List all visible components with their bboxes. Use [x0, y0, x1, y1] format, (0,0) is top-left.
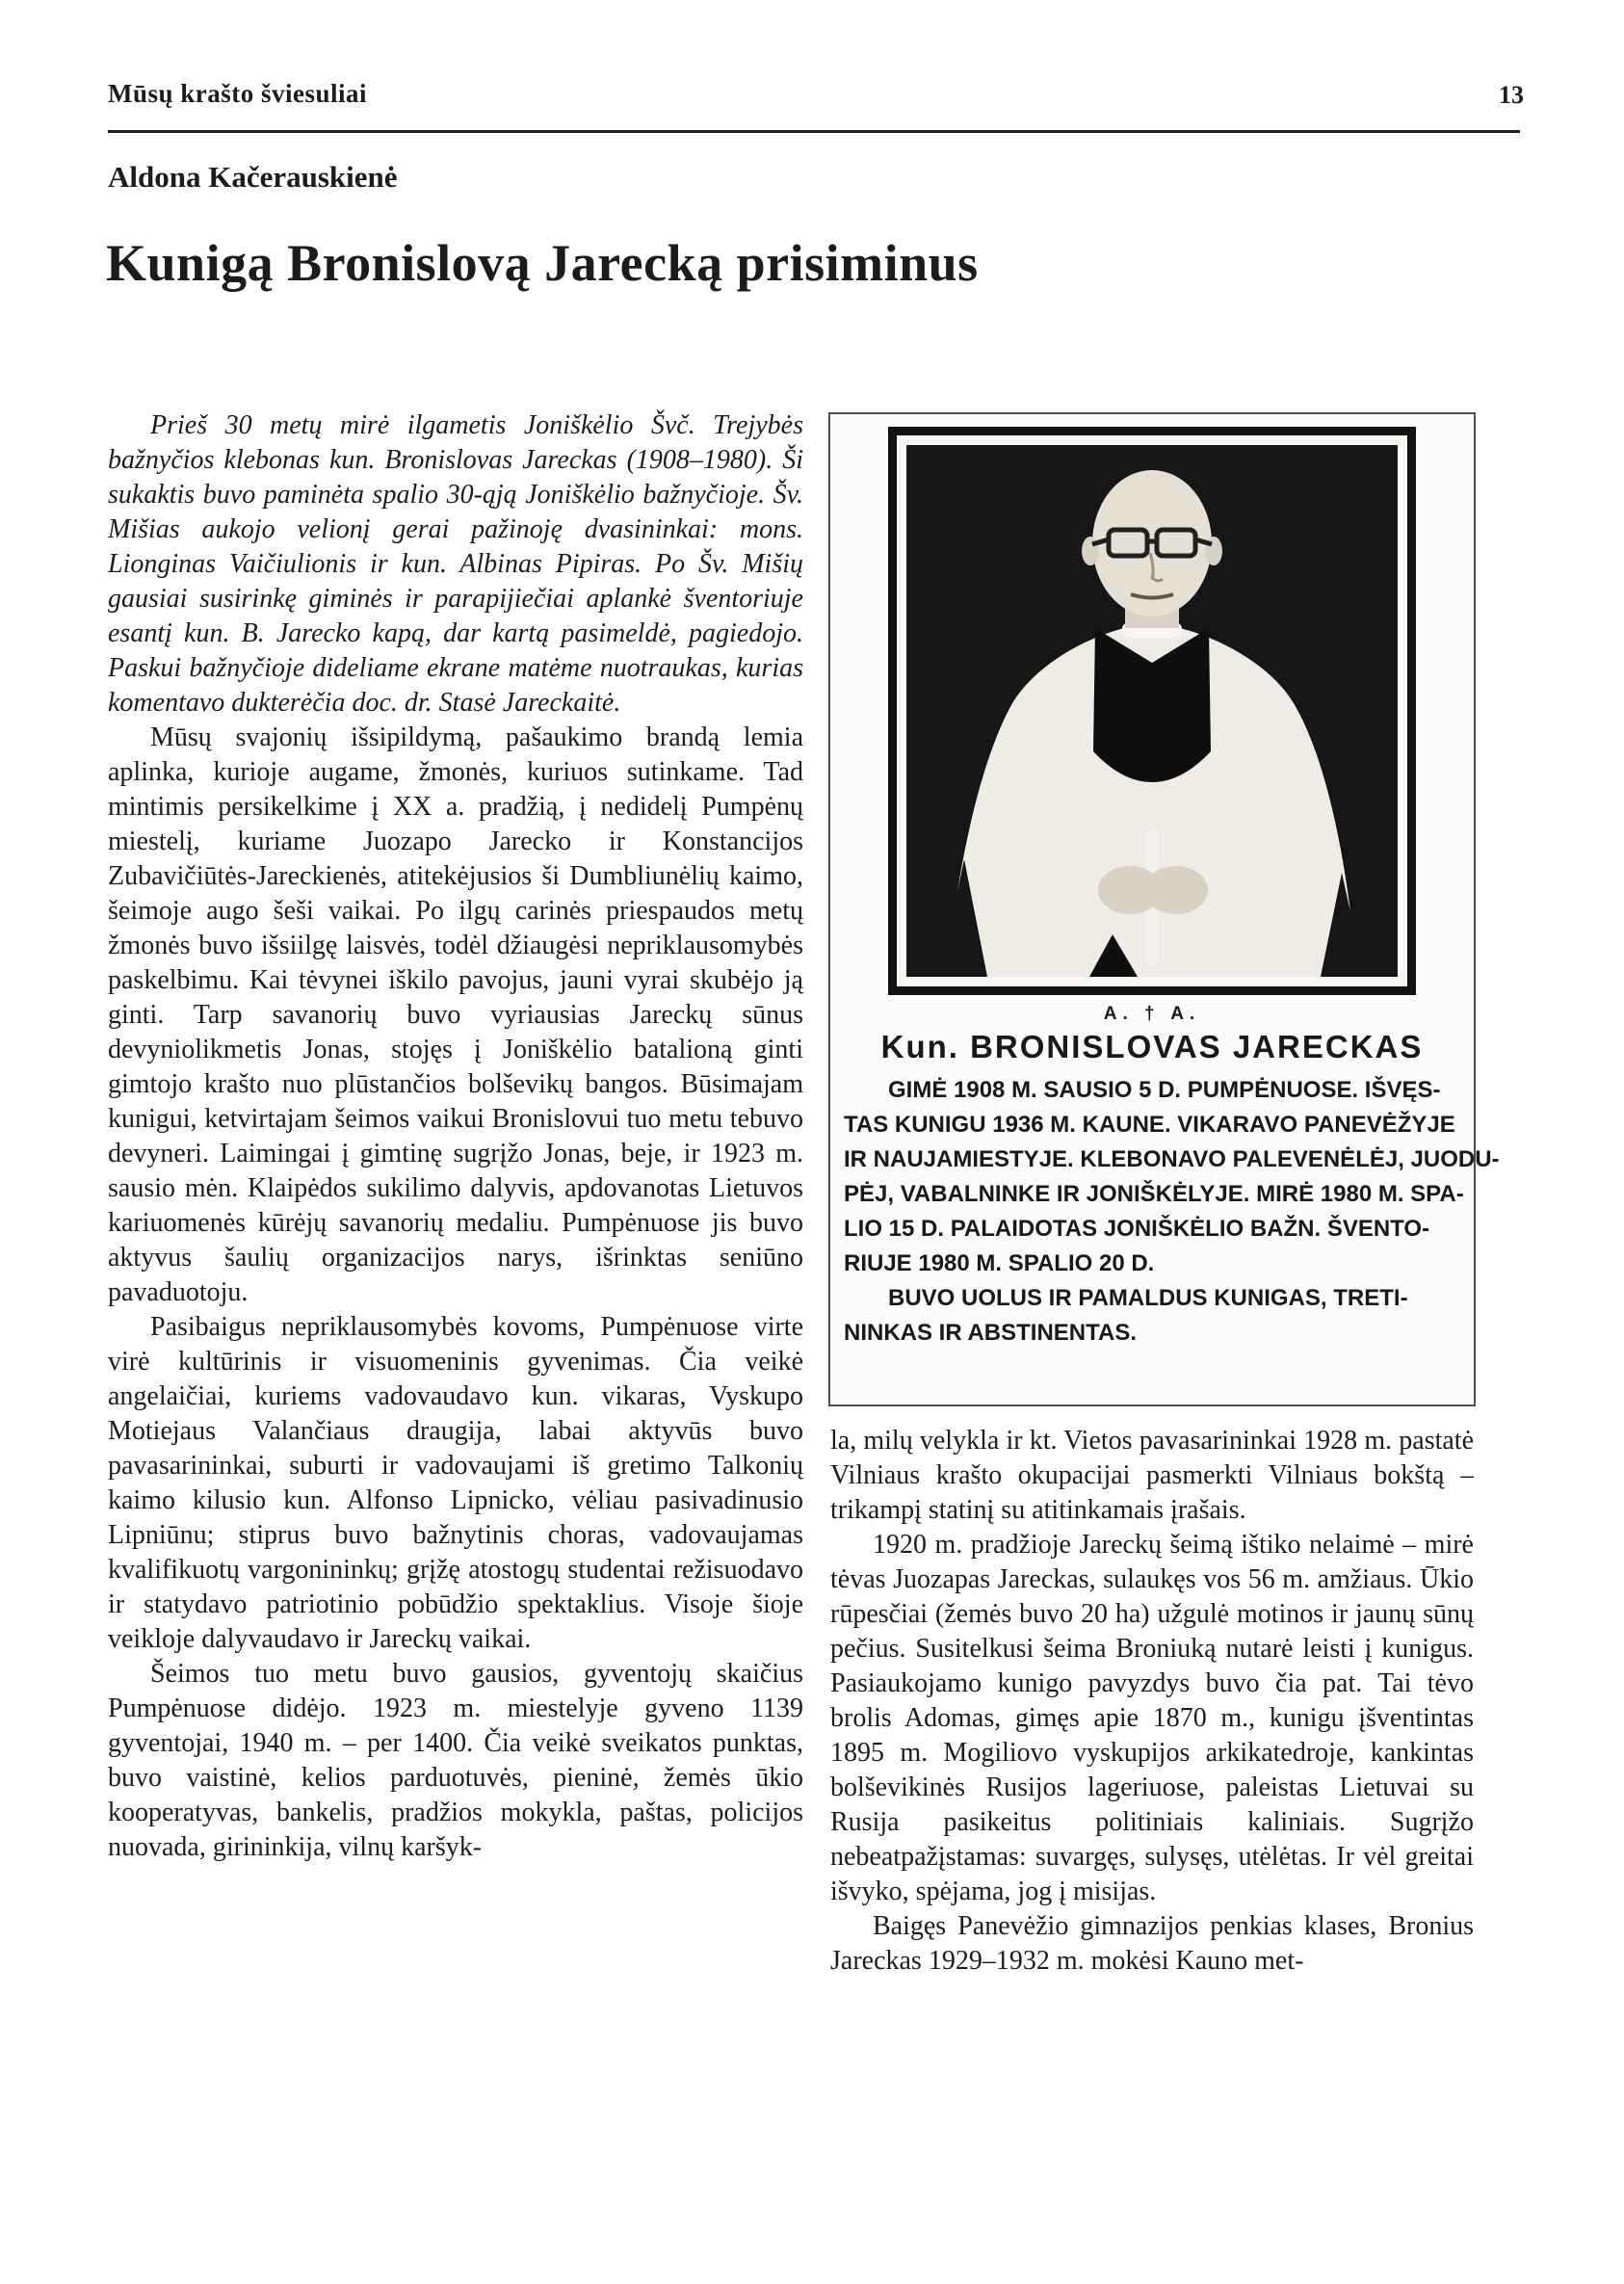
photo-frame	[888, 427, 1416, 995]
right-column	[830, 1424, 1474, 1979]
memorial-card-line: RIUJE 1980 M. SPALIO 20 D.	[844, 1250, 1155, 1276]
memorial-card-line: TAS KUNIGU 1936 M. KAUNE. VIKARAVO PANEVĖŽYJE	[844, 1112, 1455, 1138]
page-number: 13	[1499, 81, 1524, 109]
paragraph: Baigęs Panevėžio gimnazijos penkias klases, Bronius Jareckas 1929–1932 m. mokėsi Kauno met-	[830, 1911, 1474, 1976]
paragraph: Mūsų svajonių išsipildymą, pašaukimo brandą lemia aplinka, kurioje augame, žmonės, kuriuos sutinkame. Tad mintimis persikelkime į XX a. pradžią, į nedidelį Pumpėnų miestelį, kuriame Juozapo Jarecko ir Konstancijos Zubavičiūtės-Jareckienės, atitekėjusios ši Dumbliunėlių kaimo, šeimoje augo šeši vaikai. Po ilgų carinės priespaudos metų žmonės buvo išsiilgę laisvės, todėl džiaugėsi nepriklausomybės paskelbimu. Kai tėvynei iškilo pavojus, jauni vyrai skubėjo ją ginti. Tarp savanorių buvo vyriausias Jareckų sūnus devyniolikmetis Jonas, stojęs į Joniškėlio batalioną ginti gimtojo krašto nuo plūstančios bolševikų bangos. Būsimajam kunigui, ketvirtajam šeimos vaikui Bronislovui tuo metu tebuvo devyneri. Laimingai į gimtinę sugrįžo Jonas, beje, ir 1923 m. sausio mėn. Klaipėdos sukilimo dalyvis, apdovanotas Lietuvos kariuomenės kūrėjų savanorių medaliu. Pumpėnuose jis buvo aktyvus šaulių organizacijos narys, išrinktas seniūno pavaduotoju.	[108, 722, 803, 1307]
memorial-card-line: BUVO UOLUS IR PAMALDUS KUNIGAS, TRETI-	[888, 1285, 1408, 1311]
hand-right	[1144, 866, 1208, 914]
paragraph: 1920 m. pradžioje Jareckų šeimą ištiko nelaimė – mirė tėvas Juozapas Jareckas, sulaukęs vos 56 m. amžiaus. Ūkio rūpesčiai (žemės buvo 20 ha) užgulė motinos ir jaunų sūnų pečius. Susitelkusi šeima Broniuką nutarė leisti į kunigus. Pasiaukojamo kunigo pavyzdys buvo čia pat. Tai tėvo brolis Adomas, gimęs apie 1870 m., kunigu įšventintas 1895 m. Mogiliovo vyskupijos arkikatedroje, kankintas bolševikinės Rusijos lageriuose, paleistas Lietuvai su Rusija pasikeitus politiniais kaliniais. Sugrįžo nebeatpažįstamas: suvargęs, sulysęs, utėlėtas. Ir vėl greitai išvyko, spėjama, jog į misijas.	[830, 1530, 1474, 1906]
article-title: Kunigą Bronislovą Jarecką prisiminus	[106, 234, 979, 292]
paragraph: Šeimos tuo metu buvo gausios, gyventojų skaičius Pumpėnuose didėjo. 1923 m. miestelyje gyveno 1139 gyventojai, 1940 m. – per 1400. Čia veikė sveikatos punktas, buvo vaistinė, kelios parduotuvės, pieninė, žemės ūkio kooperatyvas, bankelis, pradžios mokykla, paštas, policijos nuovada, girininkija, vilnų karšyk-	[108, 1659, 803, 1862]
left-column	[108, 408, 803, 1865]
memorial-card-line: IR NAUJAMIESTYJE. KLEBONAVO PALEVENĖLĖJ, JUODU-	[844, 1146, 1500, 1172]
paragraph: Pasibaigus nepriklausomybės kovoms, Pumpėnuose virte virė kultūrinis ir visuomeninis gyvenimas. Čia veikė angelaičiai, kuriems vadovaudavo kun. vikaras, Vyskupo Motiejaus Valančiaus draugija, labai aktyvūs buvo pavasarininkai, suburti ir vadovaujami iš gretimo Talkonių kaimo kilusio kun. Alfonso Lipnicko, vėliau pasivadinusio Lipniūnu; stiprus buvo bažnytinis choras, vadovaujamas kvalifikuotų vargonininkų; grįžę atostogų studentai režisuodavo ir statydavo patriotinio pobūdžio spektaklius. Visoje šioje veikloje dalyvaudavo ir Jareckų vaikai.	[108, 1312, 803, 1654]
header-rule	[108, 130, 1520, 133]
author-name: Aldona Kačerauskienė	[108, 160, 398, 194]
priest-portrait-photo	[906, 445, 1398, 977]
running-header: Mūsų krašto šviesuliai	[108, 79, 368, 108]
memorial-card-name: Kun. BRONISLOVAS JARECKAS	[880, 1029, 1424, 1064]
paragraph-continuation: la, milų velykla ir kt. Vietos pavasarininkai 1928 m. pastatė Vilniaus krašto okupacijai pasmerkti Vilniaus bokštą – trikampį statinį su atitinkamais įrašais.	[830, 1426, 1474, 1525]
memorial-card-header: A. † A.	[1103, 1004, 1201, 1024]
memorial-card-line: PĖJ, VABALNINKE IR JONIŠKĖLYJE. MIRĖ 1980 M. SPA-	[844, 1181, 1464, 1207]
memorial-card	[828, 412, 1500, 1406]
memorial-card-line: NINKAS IR ABSTINENTAS.	[844, 1320, 1138, 1346]
paragraph-lead: Prieš 30 metų mirė ilgametis Joniškėlio Švč. Trejybės bažnyčios klebonas kun. Bronislovas Jareckas (1908–1980). Ši sukaktis buvo paminėta spalio 30-ąją Joniškėlio bažnyčioje. Šv. Mišias aukojo velionį gerai pažinoję dvasininkai: mons. Lionginas Vaičiulionis ir kun. Albinas Pipiras. Po Šv. Mišių gausiai susirinkę giminės ir parapijiečiai aplankė šventoriuje esantį kun. B. Jarecko kapą, dar kartą pasimeldė, pagiedojo. Paskui bažnyčioje dideliame ekrane matėme nuotraukas, kurias komentavo dukterėčia doc. dr. Stasė Jareckaitė.	[108, 410, 803, 718]
memorial-card-line: LIO 15 D. PALAIDOTAS JONIŠKĖLIO BAŽN. ŠVENTO-	[844, 1216, 1430, 1242]
memorial-card-line: GIMĖ 1908 M. SAUSIO 5 D. PUMPĖNUOSE. IŠVĘS-	[888, 1077, 1441, 1103]
memorial-card-text	[844, 1073, 1500, 1351]
